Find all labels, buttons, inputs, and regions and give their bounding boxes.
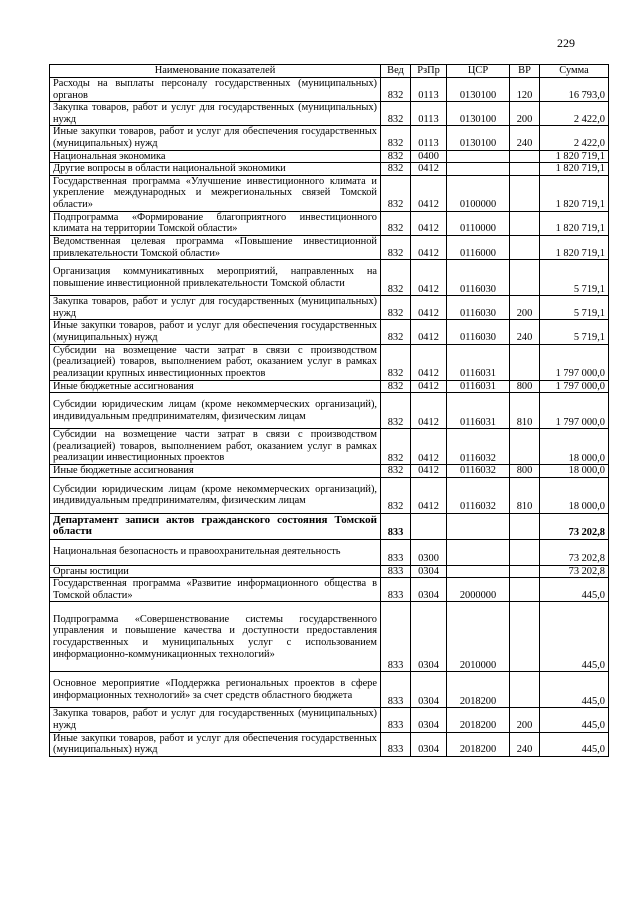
row-sum-cell: 18 000,0 xyxy=(540,465,609,478)
row-name-cell: Национальная безопасность и правоохранительная деятельность xyxy=(50,539,381,565)
row-ved-cell: 832 xyxy=(381,429,411,465)
row-csr-cell: 0130100 xyxy=(447,102,510,126)
table-row xyxy=(50,565,609,578)
column-header-ved: Вед xyxy=(381,65,411,78)
row-csr-cell xyxy=(447,150,510,163)
row-csr-cell: 0116031 xyxy=(447,393,510,429)
row-sum-cell: 18 000,0 xyxy=(540,477,609,513)
row-sum-cell: 445,0 xyxy=(540,708,609,732)
row-csr-cell: 0116031 xyxy=(447,380,510,393)
table-row xyxy=(50,78,609,102)
table-row xyxy=(50,465,609,478)
row-rzpr-cell xyxy=(411,513,447,539)
row-vr-cell: 200 xyxy=(510,102,540,126)
row-name-cell: Субсидии на возмещение части затрат в связи с производством (реализацией) товаров, выполнением работ, оказанием услуг в рамках реализации инвестиционных проектов xyxy=(50,429,381,465)
table-row xyxy=(50,578,609,602)
row-rzpr-cell: 0113 xyxy=(411,126,447,150)
table-header-row xyxy=(50,65,609,78)
row-vr-cell xyxy=(510,513,540,539)
row-rzpr-cell: 0304 xyxy=(411,565,447,578)
column-header-csr: ЦСР xyxy=(447,65,510,78)
row-vr-cell: 810 xyxy=(510,393,540,429)
row-rzpr-cell: 0412 xyxy=(411,380,447,393)
row-vr-cell xyxy=(510,429,540,465)
row-ved-cell: 833 xyxy=(381,708,411,732)
row-rzpr-cell: 0412 xyxy=(411,393,447,429)
row-sum-cell: 5 719,1 xyxy=(540,320,609,344)
row-csr-cell: 0100000 xyxy=(447,175,510,211)
row-name-cell: Субсидии на возмещение части затрат в связи с производством (реализацией) товаров, выполнением работ, оказанием услуг в рамках реализации крупных инвестиционных проектов xyxy=(50,344,381,380)
row-rzpr-cell: 0412 xyxy=(411,465,447,478)
row-rzpr-cell: 0412 xyxy=(411,296,447,320)
table-row xyxy=(50,211,609,235)
row-sum-cell: 73 202,8 xyxy=(540,513,609,539)
row-name-cell: Государственная программа «Улучшение инвестиционного климата и укрепление международных и межрегиональных связей Томской области» xyxy=(50,175,381,211)
row-csr-cell: 2000000 xyxy=(447,578,510,602)
row-sum-cell: 445,0 xyxy=(540,732,609,756)
row-vr-cell: 120 xyxy=(510,78,540,102)
row-vr-cell: 800 xyxy=(510,380,540,393)
row-vr-cell xyxy=(510,163,540,176)
row-csr-cell: 0116032 xyxy=(447,429,510,465)
row-name-cell: Национальная экономика xyxy=(50,150,381,163)
row-ved-cell: 832 xyxy=(381,393,411,429)
row-rzpr-cell: 0304 xyxy=(411,602,447,672)
row-vr-cell xyxy=(510,235,540,259)
table-row xyxy=(50,175,609,211)
row-sum-cell: 445,0 xyxy=(540,602,609,672)
table-row xyxy=(50,477,609,513)
row-sum-cell: 2 422,0 xyxy=(540,102,609,126)
row-name-cell: Иные закупки товаров, работ и услуг для обеспечения государственных (муниципальных) нужд xyxy=(50,126,381,150)
row-ved-cell: 833 xyxy=(381,539,411,565)
row-name-cell: Департамент записи актов гражданского состояния Томской области xyxy=(50,513,381,539)
row-rzpr-cell: 0304 xyxy=(411,708,447,732)
table-row xyxy=(50,150,609,163)
row-ved-cell: 833 xyxy=(381,578,411,602)
row-name-cell: Организация коммуникативных мероприятий, направленных на повышение инвестиционной привлекательности Томской области xyxy=(50,260,381,296)
row-sum-cell: 1 820 719,1 xyxy=(540,163,609,176)
row-rzpr-cell: 0412 xyxy=(411,320,447,344)
row-name-cell: Другие вопросы в области национальной экономики xyxy=(50,163,381,176)
row-rzpr-cell: 0113 xyxy=(411,102,447,126)
table-row xyxy=(50,260,609,296)
row-vr-cell: 240 xyxy=(510,732,540,756)
row-name-cell: Иные бюджетные ассигнования xyxy=(50,465,381,478)
row-csr-cell: 2018200 xyxy=(447,708,510,732)
row-name-cell: Субсидии юридическим лицам (кроме некоммерческих организаций), индивидуальным предпринимателям, физическим лицам xyxy=(50,477,381,513)
row-vr-cell xyxy=(510,539,540,565)
row-sum-cell: 1 820 719,1 xyxy=(540,235,609,259)
row-csr-cell: 0130100 xyxy=(447,126,510,150)
row-sum-cell: 1 797 000,0 xyxy=(540,393,609,429)
row-rzpr-cell: 0304 xyxy=(411,672,447,708)
row-sum-cell: 2 422,0 xyxy=(540,126,609,150)
row-csr-cell: 2010000 xyxy=(447,602,510,672)
row-rzpr-cell: 0304 xyxy=(411,732,447,756)
row-sum-cell: 18 000,0 xyxy=(540,429,609,465)
table-row xyxy=(50,163,609,176)
row-vr-cell xyxy=(510,344,540,380)
table-row xyxy=(50,320,609,344)
row-rzpr-cell: 0412 xyxy=(411,163,447,176)
row-name-cell: Подпрограмма «Совершенствование системы государственного управления и повышение качества и доступности предоставления государственных и муниципальных услуг с использованием информационно-коммуникационных технологий» xyxy=(50,602,381,672)
row-vr-cell: 810 xyxy=(510,477,540,513)
row-vr-cell xyxy=(510,260,540,296)
row-rzpr-cell: 0412 xyxy=(411,175,447,211)
row-name-cell: Закупка товаров, работ и услуг для государственных (муниципальных) нужд xyxy=(50,296,381,320)
row-csr-cell: 0130100 xyxy=(447,78,510,102)
row-csr-cell: 0116030 xyxy=(447,260,510,296)
table-row xyxy=(50,235,609,259)
table-row xyxy=(50,344,609,380)
row-ved-cell: 833 xyxy=(381,672,411,708)
row-vr-cell xyxy=(510,211,540,235)
row-rzpr-cell: 0412 xyxy=(411,235,447,259)
row-csr-cell: 0116000 xyxy=(447,235,510,259)
row-csr-cell: 0116032 xyxy=(447,477,510,513)
table-row xyxy=(50,126,609,150)
table-row xyxy=(50,672,609,708)
row-rzpr-cell: 0412 xyxy=(411,429,447,465)
row-name-cell: Органы юстиции xyxy=(50,565,381,578)
row-ved-cell: 832 xyxy=(381,163,411,176)
row-vr-cell xyxy=(510,175,540,211)
row-csr-cell: 0116032 xyxy=(447,465,510,478)
column-header-sum: Сумма xyxy=(540,65,609,78)
table-row xyxy=(50,102,609,126)
row-ved-cell: 832 xyxy=(381,380,411,393)
table-row xyxy=(50,296,609,320)
row-name-cell: Расходы на выплаты персоналу государственных (муниципальных) органов xyxy=(50,78,381,102)
column-header-vr: ВР xyxy=(510,65,540,78)
row-name-cell: Подпрограмма «Формирование благоприятного инвестиционного климата на территории Томской области» xyxy=(50,211,381,235)
row-csr-cell: 0116031 xyxy=(447,344,510,380)
row-ved-cell: 832 xyxy=(381,344,411,380)
row-sum-cell: 5 719,1 xyxy=(540,260,609,296)
column-header-name: Наименование показателей xyxy=(50,65,381,78)
table-body xyxy=(50,78,609,757)
row-ved-cell: 832 xyxy=(381,235,411,259)
row-sum-cell: 445,0 xyxy=(540,578,609,602)
row-ved-cell: 832 xyxy=(381,477,411,513)
row-ved-cell: 833 xyxy=(381,602,411,672)
row-sum-cell: 1 797 000,0 xyxy=(540,344,609,380)
row-sum-cell: 73 202,8 xyxy=(540,539,609,565)
row-ved-cell: 832 xyxy=(381,150,411,163)
row-ved-cell: 833 xyxy=(381,513,411,539)
row-sum-cell: 445,0 xyxy=(540,672,609,708)
row-rzpr-cell: 0300 xyxy=(411,539,447,565)
page-number: 229 xyxy=(557,36,575,50)
row-csr-cell xyxy=(447,163,510,176)
row-sum-cell: 1 797 000,0 xyxy=(540,380,609,393)
row-vr-cell xyxy=(510,578,540,602)
table-row xyxy=(50,708,609,732)
row-ved-cell: 832 xyxy=(381,211,411,235)
row-ved-cell: 832 xyxy=(381,126,411,150)
row-ved-cell: 832 xyxy=(381,78,411,102)
row-rzpr-cell: 0400 xyxy=(411,150,447,163)
row-name-cell: Иные закупки товаров, работ и услуг для обеспечения государственных (муниципальных) нужд xyxy=(50,732,381,756)
row-csr-cell xyxy=(447,513,510,539)
row-ved-cell: 832 xyxy=(381,260,411,296)
row-vr-cell: 200 xyxy=(510,296,540,320)
row-name-cell: Основное мероприятие «Поддержка региональных проектов в сфере информационных технологий» за счет средств областного бюджета xyxy=(50,672,381,708)
row-csr-cell: 0116030 xyxy=(447,320,510,344)
row-name-cell: Ведомственная целевая программа «Повышение инвестиционной привлекательности Томской области» xyxy=(50,235,381,259)
row-csr-cell: 2018200 xyxy=(447,672,510,708)
table-row xyxy=(50,732,609,756)
row-rzpr-cell: 0412 xyxy=(411,477,447,513)
row-sum-cell: 16 793,0 xyxy=(540,78,609,102)
row-ved-cell: 833 xyxy=(381,732,411,756)
budget-table xyxy=(49,64,609,757)
row-sum-cell: 1 820 719,1 xyxy=(540,150,609,163)
row-ved-cell: 832 xyxy=(381,175,411,211)
row-ved-cell: 832 xyxy=(381,102,411,126)
row-name-cell: Субсидии юридическим лицам (кроме некоммерческих организаций), индивидуальным предпринимателям, физическим лицам xyxy=(50,393,381,429)
table-row xyxy=(50,602,609,672)
row-vr-cell: 200 xyxy=(510,708,540,732)
row-ved-cell: 832 xyxy=(381,320,411,344)
row-name-cell: Закупка товаров, работ и услуг для государственных (муниципальных) нужд xyxy=(50,102,381,126)
row-rzpr-cell: 0304 xyxy=(411,578,447,602)
table-row xyxy=(50,513,609,539)
row-sum-cell: 1 820 719,1 xyxy=(540,211,609,235)
table-row xyxy=(50,393,609,429)
row-rzpr-cell: 0113 xyxy=(411,78,447,102)
row-csr-cell xyxy=(447,539,510,565)
row-csr-cell: 0110000 xyxy=(447,211,510,235)
row-vr-cell: 240 xyxy=(510,126,540,150)
row-ved-cell: 833 xyxy=(381,565,411,578)
row-sum-cell: 5 719,1 xyxy=(540,296,609,320)
row-vr-cell xyxy=(510,150,540,163)
row-vr-cell: 800 xyxy=(510,465,540,478)
column-header-rzpr: РзПр xyxy=(411,65,447,78)
table-row xyxy=(50,429,609,465)
row-rzpr-cell: 0412 xyxy=(411,344,447,380)
row-rzpr-cell: 0412 xyxy=(411,260,447,296)
row-sum-cell: 1 820 719,1 xyxy=(540,175,609,211)
table-row xyxy=(50,539,609,565)
row-vr-cell: 240 xyxy=(510,320,540,344)
row-name-cell: Государственная программа «Развитие информационного общества в Томской области» xyxy=(50,578,381,602)
table-row xyxy=(50,380,609,393)
row-sum-cell: 73 202,8 xyxy=(540,565,609,578)
row-csr-cell xyxy=(447,565,510,578)
row-vr-cell xyxy=(510,672,540,708)
row-vr-cell xyxy=(510,565,540,578)
row-vr-cell xyxy=(510,602,540,672)
row-name-cell: Иные закупки товаров, работ и услуг для обеспечения государственных (муниципальных) нужд xyxy=(50,320,381,344)
row-name-cell: Закупка товаров, работ и услуг для государственных (муниципальных) нужд xyxy=(50,708,381,732)
row-ved-cell: 832 xyxy=(381,296,411,320)
row-rzpr-cell: 0412 xyxy=(411,211,447,235)
row-csr-cell: 2018200 xyxy=(447,732,510,756)
row-ved-cell: 832 xyxy=(381,465,411,478)
row-csr-cell: 0116030 xyxy=(447,296,510,320)
row-name-cell: Иные бюджетные ассигнования xyxy=(50,380,381,393)
